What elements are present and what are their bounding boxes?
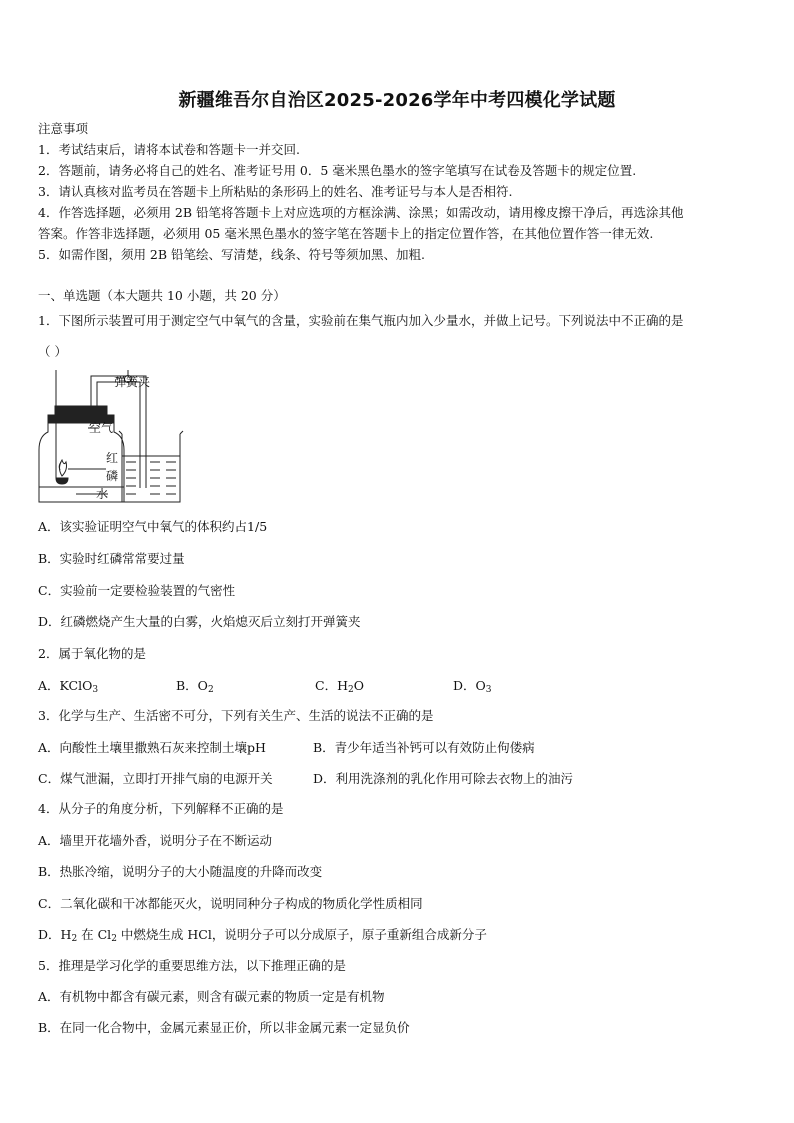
q1-option-a: A．该实验证明空气中氧气的体积约占1/5 (38, 519, 268, 534)
phosphorus-label: 磷 (106, 469, 119, 483)
question-4-stem: 4．从分子的角度分析，下列解释不正确的是 (38, 801, 284, 816)
question-1-stem: 1．下图所示装置可用于测定空气中氧气的含量，实验前在集气瓶内加入少量水，并做上记号。下列说法中不正确的是 (38, 313, 684, 328)
page-title: 新疆维吾尔自治区2025-2026学年中考四模化学试题 (178, 90, 616, 111)
q3-option-c: C．煤气泄漏，立即打开排气扇的电源开关 (38, 771, 273, 786)
question-1-paren: （ ） (38, 344, 67, 359)
q4-option-d: D．$H_2$ 在 $Cl_2$ 中燃烧生成 HCl，说明分子可以分成原子，原子重新组合成新分子 (38, 927, 487, 944)
q3-option-a: A．向酸性土壤里撒熟石灰来控制土壤pH (38, 740, 266, 755)
notice-item: 4．作答选择题，必须用 2B 铅笔将答题卡上对应选项的方框涂满、涂黑；如需改动，请用橡皮擦干净后，再选涂其他 (38, 205, 684, 220)
red-label: 红 (106, 451, 119, 465)
q5-option-a: A．有机物中都含有碳元素，则含有碳元素的物质一定是有机物 (38, 989, 385, 1004)
q1-option-c: C．实验前一定要检验装置的气密性 (38, 583, 236, 598)
question-5-stem: 5．推理是学习化学的重要思维方法，以下推理正确的是 (38, 958, 346, 973)
q2-option-d: D．$O_3$ (453, 678, 492, 695)
q1-option-b: B．实验时红磷常常要过量 (38, 551, 185, 566)
q2-option-c: C．$H_2O$ (315, 678, 364, 695)
section-heading: 一、单选题（本大题共 10 小题，共 20 分） (38, 288, 286, 303)
notice-item: 3．请认真核对监考员在答题卡上所粘贴的条形码上的姓名、准考证号与本人是否相符. (38, 184, 513, 199)
q2-option-a: A．KClO$_3$ (38, 678, 99, 695)
question-2-stem: 2．属于氧化物的是 (38, 646, 146, 661)
notice-heading: 注意事项 (38, 121, 89, 136)
question-3-stem: 3．化学与生产、生活密不可分，下列有关生产、生活的说法不正确的是 (38, 708, 434, 723)
water-label: 水 (96, 487, 109, 501)
q4-option-c: C．二氧化碳和干冰都能灭火，说明同种分子构成的物质化学性质相同 (38, 896, 423, 911)
q1-option-d: D．红磷燃烧产生大量的白雾，火焰熄灭后立刻打开弹簧夹 (38, 614, 361, 629)
q3-option-d: D．利用洗涤剂的乳化作用可除去衣物上的油污 (313, 771, 574, 786)
air-label: 空气 (89, 421, 114, 435)
notice-item: 1．考试结束后，请将本试卷和答题卡一并交回. (38, 142, 300, 157)
notice-item: 答案。作答非选择题，必须用 05 毫米黑色墨水的签字笔在答题卡上的指定位置作答，在其他位置作答一律无效. (38, 226, 654, 241)
q3-option-b: B．青少年适当补钙可以有效防止佝偻病 (313, 740, 535, 755)
q4-option-b: B．热胀冷缩，说明分子的大小随温度的升降而改变 (38, 864, 323, 879)
notice-item: 5．如需作图，须用 2B 铅笔绘、写清楚，线条、符号等须加黑、加粗. (38, 247, 426, 262)
clamp-label: 弹簧夹 (114, 375, 151, 389)
apparatus-figure (36, 370, 186, 508)
q2-option-b: B．$O_2$ (176, 678, 214, 695)
notice-item: 2．答题前，请务必将自己的姓名、准考证号用 0．5 毫米黑色墨水的签字笔填写在试卷及答题卡的规定位置. (38, 163, 637, 178)
q4-option-a: A．墙里开花墙外香，说明分子在不断运动 (38, 833, 273, 848)
q5-option-b: B．在同一化合物中，金属元素显正价，所以非金属元素一定显负价 (38, 1020, 410, 1035)
